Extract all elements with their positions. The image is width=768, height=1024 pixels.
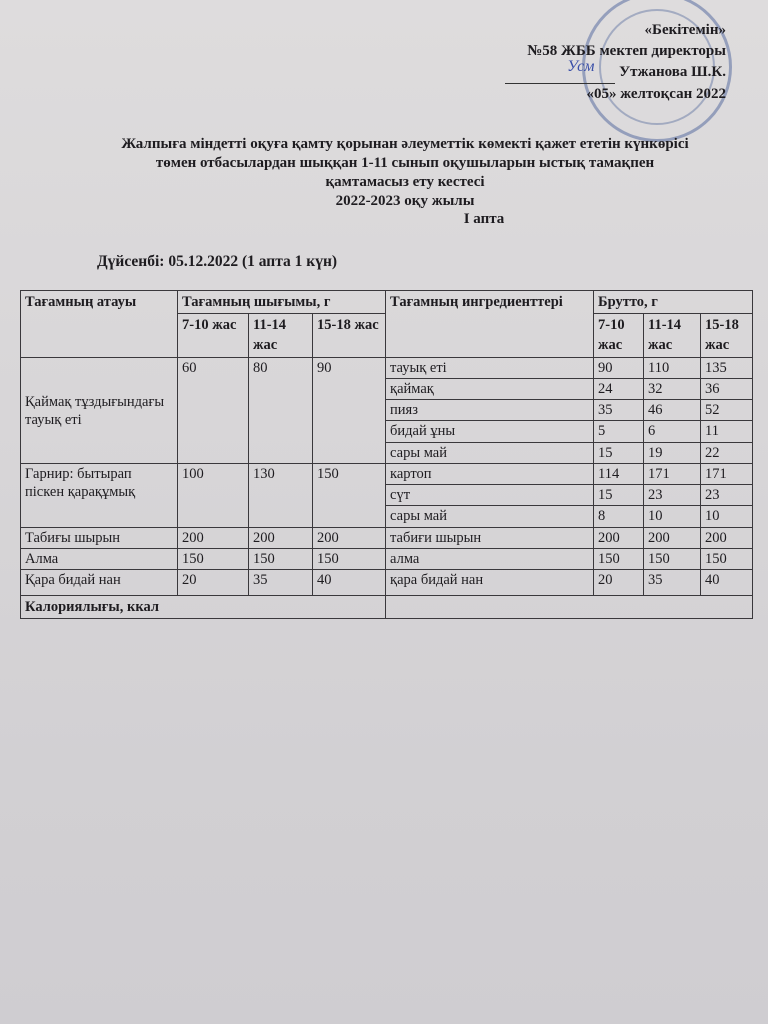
header-brutto-age: 11-14 жас	[644, 314, 701, 358]
ingredient-name: қаймақ	[386, 379, 594, 400]
ingredient-brutto: 114	[594, 464, 644, 485]
dish-yield: 150	[313, 464, 386, 528]
ingredient-name: бидай ұны	[386, 421, 594, 443]
ingredient-brutto: 35	[644, 570, 701, 596]
header-brutto: Брутто, г	[594, 291, 753, 314]
ingredient-name: сары май	[386, 506, 594, 528]
ingredient-brutto: 10	[644, 506, 701, 528]
ingredient-brutto: 40	[701, 570, 753, 596]
ingredient-brutto: 15	[594, 485, 644, 506]
header-ingredients: Тағамның ингредиенттері	[386, 291, 594, 358]
ingredient-brutto: 15	[594, 443, 644, 464]
calories-row	[21, 596, 753, 619]
ingredient-brutto: 200	[701, 528, 753, 549]
dish-name: Табиғы шырын	[21, 528, 178, 549]
ingredient-brutto: 52	[701, 400, 753, 421]
dish-name: Қаймақ тұздығындағы тауық еті	[21, 358, 178, 464]
ingredient-brutto: 200	[594, 528, 644, 549]
ingredient-name: қара бидай нан	[386, 570, 594, 596]
header-yield: Тағамның шығымы, г	[178, 291, 386, 314]
ingredient-name: сары май	[386, 443, 594, 464]
ingredient-brutto: 23	[701, 485, 753, 506]
ingredient-name: картоп	[386, 464, 594, 485]
ingredient-brutto: 22	[701, 443, 753, 464]
dish-yield: 150	[313, 549, 386, 570]
ingredient-brutto: 35	[594, 400, 644, 421]
ingredient-brutto: 90	[594, 358, 644, 379]
dish-yield: 40	[313, 570, 386, 596]
dish-yield: 130	[249, 464, 313, 528]
ingredient-brutto: 110	[644, 358, 701, 379]
ingredient-name: алма	[386, 549, 594, 570]
approval-signature-line	[505, 58, 726, 84]
dish-name: Қара бидай нан	[21, 570, 178, 596]
ingredient-brutto: 23	[644, 485, 701, 506]
ingredient-brutto: 46	[644, 400, 701, 421]
ingredient-brutto: 171	[701, 464, 753, 485]
ingredient-brutto: 150	[644, 549, 701, 570]
dish-yield: 200	[178, 528, 249, 549]
dish-yield: 150	[178, 549, 249, 570]
calories-label: Калориялығы, ккал	[21, 596, 386, 619]
document-title	[60, 135, 750, 211]
ingredient-brutto: 150	[594, 549, 644, 570]
title-line-2: төмен отбасылардан шыққан 1-11 сынып оқушыларын ыстық тамақпен	[155, 155, 655, 171]
dish-yield: 90	[313, 358, 386, 464]
approval-position: №58 ЖББ мектеп директоры	[527, 43, 726, 59]
dish-yield: 100	[178, 464, 249, 528]
dish-yield: 150	[249, 549, 313, 570]
header-yield-age: 11-14 жас	[249, 314, 313, 358]
ingredient-brutto: 11	[701, 421, 753, 443]
table-row	[21, 358, 753, 379]
menu-table-body	[21, 358, 753, 619]
approval-heading: «Бекітемін»	[644, 22, 726, 38]
ingredient-brutto: 8	[594, 506, 644, 528]
dish-name: Алма	[21, 549, 178, 570]
ingredient-brutto: 36	[701, 379, 753, 400]
ingredient-brutto: 200	[644, 528, 701, 549]
title-line-1: Жалпыға міндетті оқуға қамту қорынан әлеуметтік көмекті қажет ететін күнкөрісі	[121, 136, 689, 152]
dish-yield: 35	[249, 570, 313, 596]
ingredient-name: табиғи шырын	[386, 528, 594, 549]
approver-name: Утжанова Ш.К.	[619, 64, 726, 80]
ingredient-brutto: 150	[701, 549, 753, 570]
approval-block	[505, 20, 726, 105]
dish-yield: 200	[313, 528, 386, 549]
ingredient-name: тауық еті	[386, 358, 594, 379]
week-label: І апта	[463, 211, 505, 227]
header-dish: Тағамның атауы	[21, 291, 178, 358]
table-row	[21, 528, 753, 549]
ingredient-name: сүт	[386, 485, 594, 506]
title-line-4: 2022-2023 оқу жылы	[335, 193, 475, 209]
ingredient-brutto: 135	[701, 358, 753, 379]
ingredient-brutto: 24	[594, 379, 644, 400]
signature: Усм	[567, 58, 595, 75]
header-brutto-age: 15-18 жас	[701, 314, 753, 358]
menu-table	[20, 290, 753, 619]
header-yield-age: 7-10 жас	[178, 314, 249, 358]
ingredient-brutto: 32	[644, 379, 701, 400]
ingredient-name: пияз	[386, 400, 594, 421]
table-row	[21, 464, 753, 485]
dish-yield: 200	[249, 528, 313, 549]
approval-date: «05» желтоқсан 2022	[586, 86, 726, 102]
day-label: Дүйсенбі: 05.12.2022 (1 апта 1 күн)	[97, 253, 338, 270]
title-line-3: қамтамасыз ету кестесі	[325, 174, 485, 190]
calories-value	[386, 596, 753, 619]
dish-yield: 20	[178, 570, 249, 596]
ingredient-brutto: 19	[644, 443, 701, 464]
header-yield-age: 15-18 жас	[313, 314, 386, 358]
ingredient-brutto: 20	[594, 570, 644, 596]
ingredient-brutto: 5	[594, 421, 644, 443]
dish-name: Гарнир: бытырап піскен қарақұмық	[21, 464, 178, 528]
table-row	[21, 570, 753, 596]
dish-yield: 80	[249, 358, 313, 464]
ingredient-brutto: 171	[644, 464, 701, 485]
table-row	[21, 549, 753, 570]
dish-yield: 60	[178, 358, 249, 464]
ingredient-brutto: 6	[644, 421, 701, 443]
header-brutto-age: 7-10 жас	[594, 314, 644, 358]
ingredient-brutto: 10	[701, 506, 753, 528]
